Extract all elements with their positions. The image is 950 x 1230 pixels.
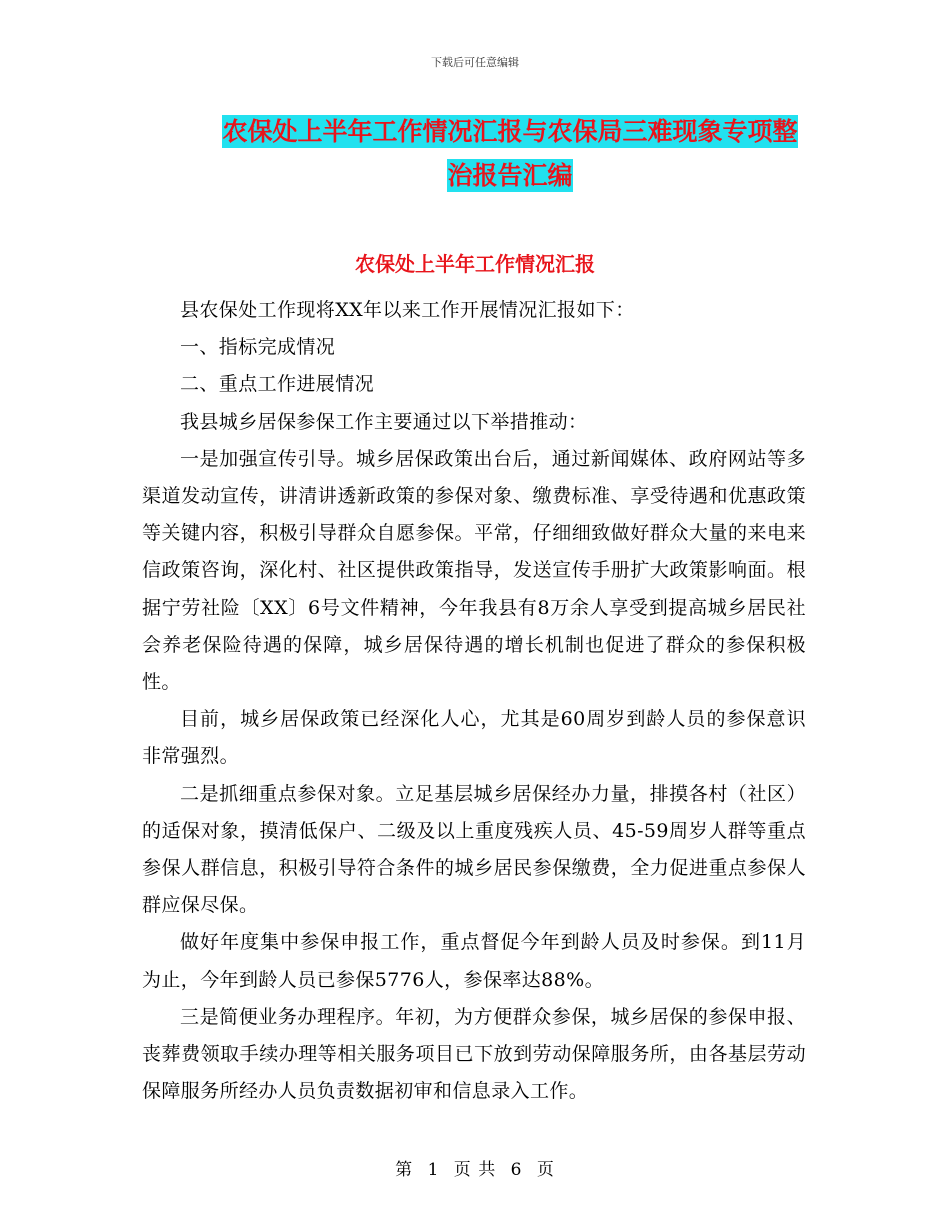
header-note: 下载后可任意编辑 [431, 56, 519, 69]
footer-prefix: 第 [395, 1160, 414, 1180]
document-title-line2: 治报告汇编 [447, 161, 573, 190]
footer-total-pages: 6 [510, 1160, 523, 1180]
paragraph: 我县城乡居保参保工作主要通过以下举措推动： [180, 410, 588, 433]
paragraph: 一是加强宣传引导。城乡居保政策出台后，通过新闻媒体、政府网站等多渠道发动宣传，讲清讲透新政策的参保对象、缴费标准、享受待遇和优惠政策等关键内容，积极引导群众自愿参保。平常，仔细细致做好群众大量的来电来信政策咨询，深化村、社区提供政策指导，发送宣传手册扩大政策影响面。根据宁劳社险〔XX〕6号文件精神，今年我县有8万余人享受到提高城乡居民社会养老保险待遇的保障，城乡居保待遇的增长机制也促进了群众的参保积极性。 [142, 447, 806, 694]
document-title-line1: 农保处上半年工作情况汇报与农保局三难现象专项整 [222, 117, 798, 146]
footer-middle: 页 共 [453, 1160, 497, 1180]
paragraph: 做好年度集中参保申报工作，重点督促今年到龄人员及时参保。到11月为止，今年到龄人员已参保5776人，参保率达88%。 [142, 931, 806, 991]
paragraph: 县农保处工作现将XX年以来工作开展情况汇报如下： [180, 299, 635, 321]
document-title [140, 110, 880, 198]
page-footer [0, 1155, 950, 1180]
paragraph: 目前，城乡居保政策已经深化人心，尤其是60周岁到龄人员的参保意识非常强烈。 [142, 708, 806, 768]
footer-page-number: 1 [427, 1160, 440, 1180]
paragraph: 二、重点工作进展情况 [180, 373, 375, 396]
paragraph: 一、指标完成情况 [180, 336, 336, 359]
paragraph: 二是抓细重点参保对象。立足基层城乡居保经办力量，排摸各村（社区）的适保对象，摸清低保户、二级及以上重度残疾人员、45-59周岁人群等重点参保人群信息，积极引导符合条件的城乡居民参保缴费，全力促进重点参保人群应保尽保。 [142, 782, 806, 917]
section-title: 农保处上半年工作情况汇报 [355, 252, 595, 276]
paragraph: 三是简便业务办理程序。年初，为方便群众参保，城乡居保的参保申报、丧葬费领取手续办理等相关服务项目已下放到劳动保障服务所，由各基层劳动保障服务所经办人员负责数据初审和信息录入工作。 [142, 1005, 806, 1103]
document-body [142, 292, 806, 1110]
footer-suffix: 页 [536, 1160, 555, 1180]
